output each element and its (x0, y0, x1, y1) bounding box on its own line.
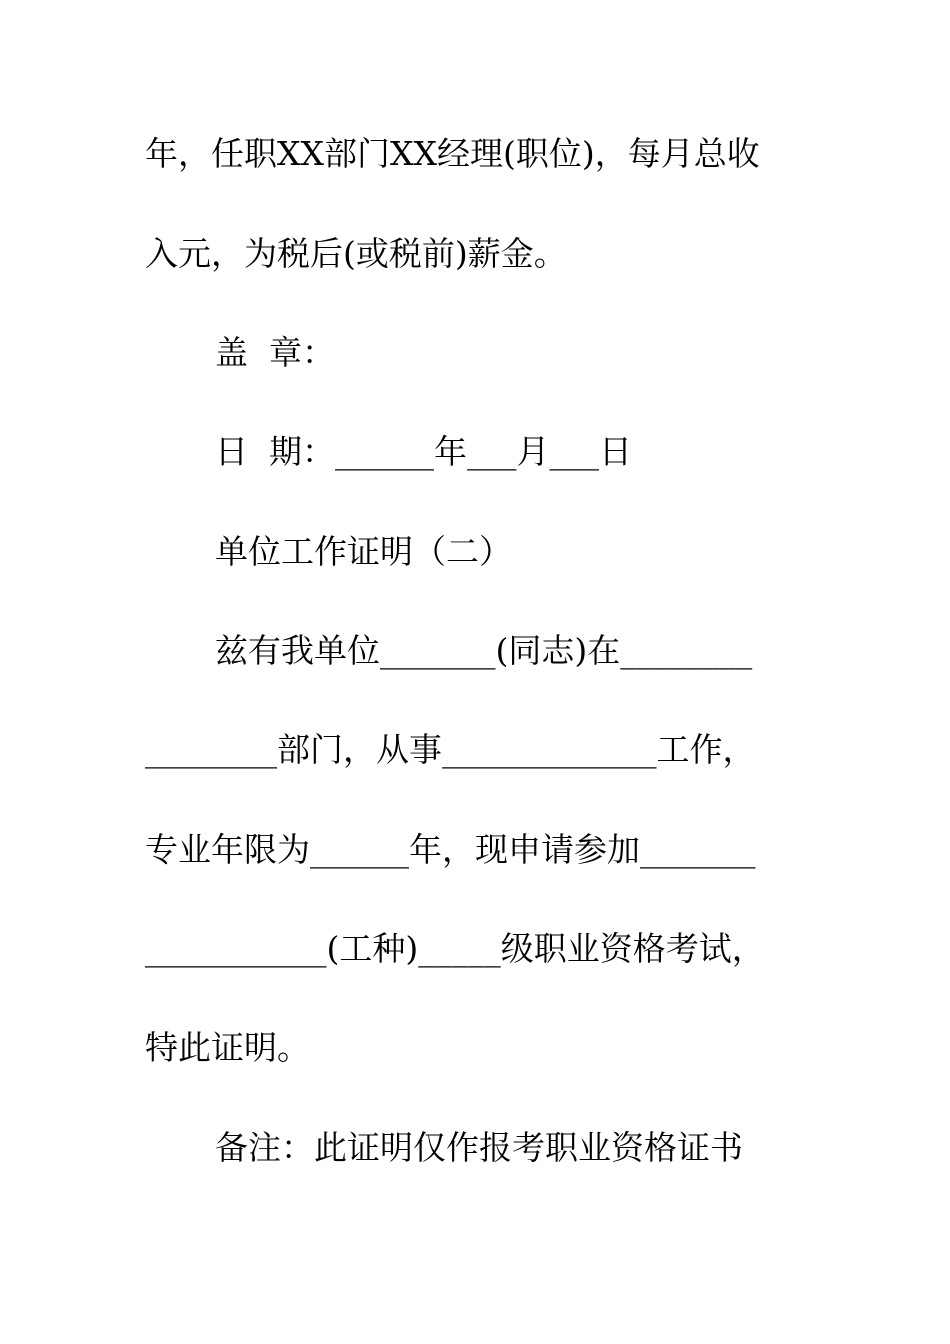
text-line-7: ________部门，从事_____________工作， (145, 730, 756, 769)
date-line: 日 期：______年___月___日 (215, 432, 632, 471)
text-line-1: 年，任职XX部门XX经理(职位)，每月总收 (145, 134, 760, 173)
remark-line: 备注：此证明仅作报考职业资格证书 (215, 1128, 743, 1167)
seal-label: 盖 章： (215, 333, 335, 372)
text-line-9: ___________(工种)_____级职业资格考试， (145, 929, 765, 968)
text-line-6: 兹有我单位_______(同志)在________ (215, 631, 753, 670)
section-title: 单位工作证明（二） (215, 532, 512, 571)
text-line-2: 入元，为税后(或税前)薪金。 (145, 234, 567, 273)
text-line-8: 专业年限为______年，现申请参加_______ (145, 830, 756, 869)
text-line-10: 特此证明。 (145, 1028, 310, 1067)
